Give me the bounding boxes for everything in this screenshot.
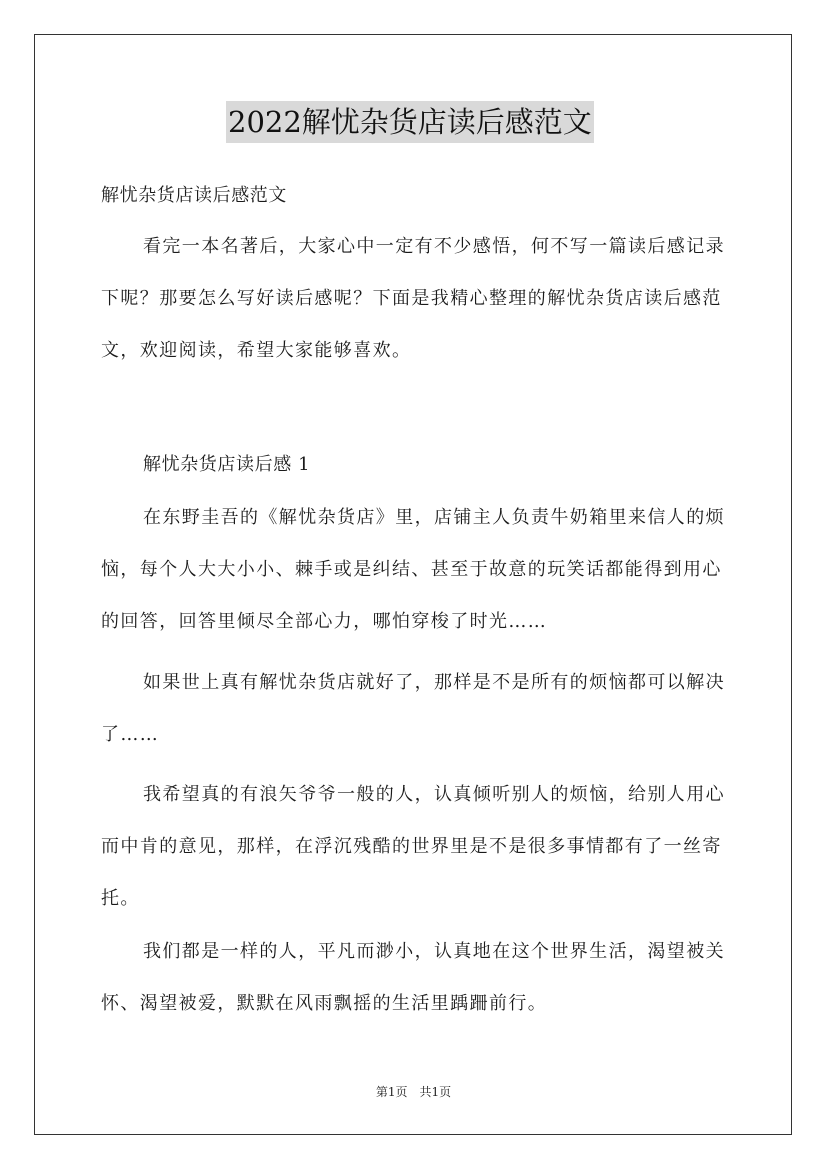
body-paragraph: 如果世上真有解忧杂货店就好了，那样是不是所有的烦恼都可以解决了…… <box>101 672 725 745</box>
page-footer <box>0 1084 827 1100</box>
section-heading: 解忧杂货店读后感 1 <box>143 454 311 475</box>
document-title: 2022解忧杂货店读后感范文 <box>226 101 594 143</box>
body-paragraph: 我希望真的有浪矢爷爷一般的人，认真倾听别人的烦恼，给别人用心而中肯的意见，那样，在浮沉残酷的世界里是不是很多事情都有了一丝寄托。 <box>101 784 725 909</box>
body-paragraph: 我们都是一样的人，平凡而渺小，认真地在这个世界生活，渴望被关怀、渴望被爱，默默在风雨飘摇的生活里踽跚前行。 <box>101 941 725 1014</box>
page-total: 共1页 <box>419 1085 452 1099</box>
body-paragraph: 在东野圭吾的《解忧杂货店》里，店铺主人负责牛奶箱里来信人的烦恼，每个人大大小小、棘手或是纠结、甚至于故意的玩笑话都能得到用心的回答，回答里倾尽全部心力，哪怕穿梭了时光…… <box>101 507 725 632</box>
intro-paragraph: 看完一本名著后，大家心中一定有不少感悟，何不写一篇读后感记录下呢？那要怎么写好读后感呢？下面是我精心整理的解忧杂货店读后感范文，欢迎阅读，希望大家能够喜欢。 <box>101 236 725 361</box>
document-subtitle: 解忧杂货店读后感范文 <box>101 185 287 206</box>
page-number: 第1页 <box>375 1085 408 1099</box>
